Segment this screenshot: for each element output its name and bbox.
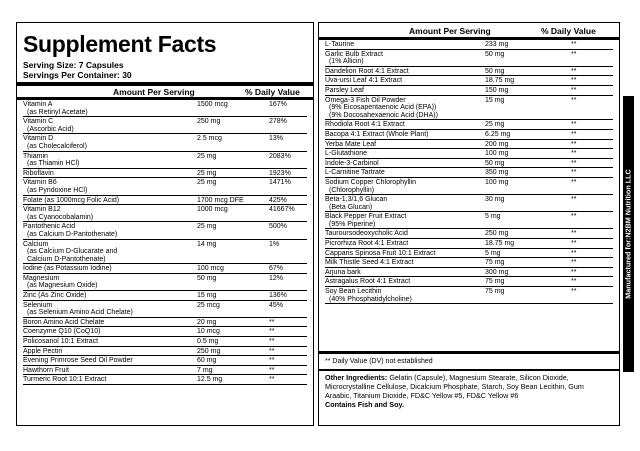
nutrient-amount: 50 mg <box>197 274 217 282</box>
nutrient-name-text: Omega-3 Fish Oil Powder <box>325 96 406 104</box>
nutrient-daily-value: ** <box>571 86 577 94</box>
nutrient-amount: 5 mg <box>485 249 501 257</box>
nutrient-name <box>23 265 112 273</box>
nutrient-name <box>325 141 376 149</box>
nutrient-daily-value: ** <box>269 347 275 355</box>
nutrient-name <box>23 118 74 133</box>
nutrient-source: (as Calcium D-Glucarate and <box>27 248 118 256</box>
nutrient-daily-value: ** <box>571 96 577 104</box>
nutrient-amount: 5 mg <box>485 213 501 221</box>
nutrient-name <box>325 87 364 95</box>
serving-size: Serving Size: 7 Capsules <box>23 60 124 70</box>
ingredients-divider <box>319 369 619 371</box>
nutrient-amount: 15 mg <box>197 292 217 300</box>
nutrient-amount: 30 mg <box>485 196 505 204</box>
nutrient-name <box>325 68 409 76</box>
nutrient-amount: 20 mg <box>197 318 217 326</box>
nutrient-name <box>23 338 98 346</box>
nutrient-name <box>325 240 408 248</box>
nutrient-daily-value: ** <box>571 159 577 167</box>
nutrient-name-text: Vitamin B6 <box>23 179 57 187</box>
nutrient-amount: 10 mcg <box>197 328 220 336</box>
nutrient-name <box>23 357 133 365</box>
nutrient-daily-value: ** <box>571 41 577 48</box>
nutrient-daily-value: ** <box>269 376 275 384</box>
nutrient-name <box>23 302 133 317</box>
nutrient-row <box>23 356 307 366</box>
nutrient-source: (1% Allicin) <box>329 58 364 66</box>
nutrient-name-text: Capparis Spinosa Fruit 10:1 Extract <box>325 249 436 257</box>
nutrient-row <box>325 140 613 150</box>
nutrient-amount: 6.25 mg <box>485 130 511 138</box>
nutrient-name <box>325 213 406 228</box>
nutrient-daily-value: ** <box>571 150 577 158</box>
nutrient-name-text: Astragalus Root 4:1 Extract <box>325 278 411 286</box>
nutrient-daily-value: 1923% <box>269 169 291 177</box>
nutrient-name <box>325 288 412 303</box>
nutrient-daily-value: ** <box>571 259 577 267</box>
manufacturer-text: Manufactured for:N2BM Nutrition LLC <box>623 169 633 299</box>
nutrient-source: (as Pyridoxine HCl) <box>27 186 88 194</box>
nutrient-row <box>325 130 613 140</box>
nutrient-name-text: Folate (as 1000mcg Folic Acid) <box>23 196 120 204</box>
nutrient-daily-value: 45% <box>269 301 284 309</box>
nutrient-row <box>325 50 613 67</box>
nutrient-amount: 18.75 mg <box>485 77 515 85</box>
nutrient-amount: 200 mg <box>485 140 509 148</box>
nutrient-name <box>23 319 104 327</box>
nutrient-name <box>325 259 414 267</box>
nutrient-name <box>325 269 361 277</box>
nutrient-name-text: L-Glutathione <box>325 150 368 158</box>
nutrient-source: (95% Piperine) <box>329 220 376 228</box>
nutrient-amount: 1700 mcg DFE <box>197 196 244 204</box>
nutrient-list-left <box>23 100 307 385</box>
nutrient-daily-value: ** <box>571 169 577 177</box>
nutrient-name <box>23 376 106 384</box>
nutrient-daily-value: 13% <box>269 135 284 143</box>
other-ingredients-label: Other Ingredients: <box>325 373 388 382</box>
nutrient-row <box>23 366 307 376</box>
nutrient-row <box>325 178 613 195</box>
nutrient-row <box>23 318 307 328</box>
nutrient-row <box>325 67 613 77</box>
nutrient-amount: 233 mg <box>485 41 509 48</box>
nutrient-row <box>325 168 613 178</box>
nutrient-name <box>325 160 379 168</box>
nutrient-source: (Beta Glucan) <box>329 203 373 211</box>
nutrient-source: (Chlorophyllin) <box>329 186 375 194</box>
nutrient-daily-value: ** <box>571 288 577 296</box>
nutrient-source: (as Retinyl Acetate) <box>27 108 88 116</box>
nutrient-amount: 75 mg <box>485 259 505 267</box>
nutrient-row <box>325 212 613 229</box>
nutrient-amount: 60 mg <box>197 357 217 365</box>
nutrient-amount: 250 mg <box>485 230 509 238</box>
nutrient-name-text: Calcium <box>23 240 49 248</box>
nutrient-name-text: L-Carnitine Tartrate <box>325 169 385 177</box>
nutrient-daily-value: ** <box>571 213 577 221</box>
nutrient-source: (9% Eicosapentaenoic Acid (EPA)) <box>329 104 437 112</box>
nutrient-row <box>325 258 613 268</box>
nutrient-source: (9% Docosahexaenoic Acid (DHA)) <box>329 111 438 119</box>
nutrient-row <box>23 100 307 117</box>
nutrient-name-text: Riboflavin <box>23 169 54 177</box>
nutrient-name-text: Pantothenic Acid <box>23 223 76 231</box>
nutrient-name-text: Sodium Copper Chlorophyllin <box>325 178 417 186</box>
nutrient-name <box>23 223 117 238</box>
nutrient-amount: 7 mg <box>197 366 213 374</box>
nutrient-row <box>23 274 307 291</box>
nutrient-name <box>325 41 354 49</box>
nutrient-daily-value: ** <box>269 366 275 374</box>
nutrient-name <box>23 367 69 375</box>
nutrient-name <box>325 97 438 120</box>
nutrient-source: (as Selenium Amino Acid Chelate) <box>27 309 133 317</box>
nutrient-name-text: Garlic Bulb Extract <box>325 50 383 58</box>
nutrient-amount: 14 mg <box>197 240 217 248</box>
nutrient-name-text: Rhodiola Root 4:1 Extract <box>325 121 405 129</box>
nutrient-row <box>325 239 613 249</box>
nutrient-amount: 25 mg <box>197 169 217 177</box>
nutrient-amount: 15 mg <box>485 96 505 104</box>
nutrient-amount: 75 mg <box>485 278 505 286</box>
nutrient-name <box>23 241 117 264</box>
nutrient-source: (40% Phosphatidylcholine) <box>329 295 412 303</box>
nutrient-amount: 150 mg <box>485 86 509 94</box>
nutrient-row <box>23 347 307 357</box>
nutrient-name <box>23 348 62 356</box>
nutrient-name-text: Arjuna bark <box>325 268 361 276</box>
nutrient-amount: 350 mg <box>485 169 509 177</box>
nutrient-daily-value: ** <box>571 278 577 286</box>
nutrient-source: (as Magnesium Oxide) <box>27 282 98 290</box>
nutrient-daily-value: ** <box>571 140 577 148</box>
nutrient-name-text: Uva-ursi Leaf 4:1 Extract <box>325 77 403 85</box>
other-ingredients-text: Gelatin (Capsule), Magnesium Stearate, Silicon Dioxide, Microcrystalline Cellulose, Dicalcium Phosphate, Starch, Soy Bean Lecithin, Gum Araabic, Titanium Dioxide, FD&C Yellow #5, FD&C Yellow #6 <box>325 373 584 400</box>
nutrient-daily-value: ** <box>269 318 275 326</box>
nutrient-amount: 25 mg <box>197 152 217 160</box>
nutrient-name <box>325 230 408 238</box>
daily-value-footnote: ** Daily Value (DV) not established <box>325 358 433 365</box>
nutrient-name <box>23 275 97 290</box>
nutrient-name-text: Iodine (as Potassium Iodine) <box>23 265 112 273</box>
nutrient-name-text: Magnesium <box>23 274 60 282</box>
nutrient-name-text: Hawthorn Fruit <box>23 366 69 374</box>
nutrient-name <box>325 179 416 194</box>
nutrient-name-text: Tauroursodeoxycholic Acid <box>325 230 408 238</box>
nutrient-amount: 1500 mcg <box>197 101 228 108</box>
nutrient-row <box>325 76 613 86</box>
nutrient-daily-value: 167% <box>269 101 287 108</box>
nutrient-row <box>23 196 307 206</box>
nutrient-source: (Ascorbic Acid) <box>27 125 74 133</box>
nutrient-row <box>23 337 307 347</box>
nutrient-name-text: Vitamin D <box>23 135 54 143</box>
thick-divider <box>17 82 313 86</box>
nutrient-row <box>23 205 307 222</box>
nutrient-amount: 25 mg <box>197 179 217 187</box>
nutrient-row <box>23 134 307 151</box>
dv-header: % Daily Value <box>541 26 596 36</box>
nutrient-row <box>325 287 613 304</box>
nutrient-daily-value: ** <box>571 77 577 85</box>
nutrient-daily-value: ** <box>571 230 577 238</box>
nutrient-daily-value: ** <box>269 338 275 346</box>
nutrient-name <box>325 77 402 85</box>
nutrient-row <box>23 264 307 274</box>
nutrient-name <box>325 150 367 158</box>
nutrient-row <box>23 169 307 179</box>
nutrient-name-text: Evening Primrose Seed Oil Powder <box>23 357 133 365</box>
nutrient-row <box>325 277 613 287</box>
nutrient-row <box>325 96 613 121</box>
nutrient-name-text: Boron Amino Acid Chelate <box>23 318 105 326</box>
nutrient-daily-value: 1% <box>269 240 280 248</box>
nutrient-row <box>325 120 613 130</box>
nutrient-daily-value: ** <box>571 240 577 248</box>
nutrient-name-text: Turmeric Root 10:1 Extract <box>23 376 107 384</box>
nutrient-source: (as Thiamin HCl) <box>27 160 80 168</box>
nutrient-row <box>325 249 613 259</box>
nutrient-name <box>325 121 405 129</box>
nutrient-name <box>325 51 383 66</box>
nutrient-amount: 250 mg <box>197 118 221 126</box>
nutrient-row <box>23 240 307 265</box>
nutrient-row <box>23 375 307 385</box>
label-title: Supplement Facts <box>23 31 217 57</box>
nutrient-daily-value: ** <box>571 50 577 58</box>
nutrient-name-text: Bacopa 4:1 Extract (Whole Plant) <box>325 130 429 138</box>
nutrient-amount: 50 mg <box>485 50 505 58</box>
nutrient-daily-value: ** <box>571 67 577 75</box>
nutrient-name-text: Vitamin C <box>23 118 54 126</box>
nutrient-row <box>23 152 307 169</box>
nutrient-name <box>325 196 387 211</box>
other-ingredients <box>325 373 611 409</box>
nutrient-row <box>23 291 307 301</box>
nutrient-row <box>23 327 307 337</box>
nutrient-daily-value: 2083% <box>269 152 291 160</box>
nutrient-daily-value: 278% <box>269 118 287 126</box>
allergen-statement: Contains Fish and Soy. <box>325 400 404 409</box>
nutrient-source: (as Calcium D-Pantothenate) <box>27 230 118 238</box>
nutrient-row <box>23 301 307 318</box>
nutrient-daily-value: 425% <box>269 196 287 204</box>
nutrient-name-text: Milk Thistle Seed 4:1 Extract <box>325 259 414 267</box>
nutrient-amount: 100 mcg <box>197 265 224 273</box>
nutrient-source: Calcium D-Pantothenate) <box>27 255 106 263</box>
nutrient-row <box>325 195 613 212</box>
nutrient-name <box>325 169 385 177</box>
nutrient-name-text: Selenium <box>23 301 53 309</box>
nutrient-row <box>325 149 613 159</box>
nutrient-amount: 100 mg <box>485 178 509 186</box>
nutrient-name <box>325 250 436 258</box>
nutrient-daily-value: ** <box>571 268 577 276</box>
nutrient-name-text: Apple Pectin <box>23 347 63 355</box>
nutrient-name <box>23 206 93 221</box>
supplement-facts-left-panel <box>16 22 314 426</box>
supplement-facts-right-panel <box>318 22 620 426</box>
nutrient-name-text: Beta-1,3/1,6 Glucan <box>325 196 388 204</box>
nutrient-name-text: Black Pepper Fruit Extract <box>325 213 407 221</box>
nutrient-daily-value: ** <box>571 130 577 138</box>
nutrient-row <box>325 40 613 50</box>
nutrient-amount: 50 mg <box>485 159 505 167</box>
nutrient-row <box>325 268 613 278</box>
nutrient-name-text: Thiamin <box>23 152 48 160</box>
nutrient-row <box>23 117 307 134</box>
nutrient-amount: 1000 mcg <box>197 206 228 214</box>
nutrient-name <box>23 101 88 116</box>
nutrient-source: (as Cyanocobalamin) <box>27 213 94 221</box>
nutrient-daily-value: ** <box>269 357 275 365</box>
nutrient-name <box>23 328 100 336</box>
nutrient-amount: 25 mg <box>485 121 505 129</box>
nutrient-amount: 25 mg <box>197 223 217 231</box>
nutrient-name <box>325 278 410 286</box>
nutrient-daily-value: 67% <box>269 265 284 273</box>
nutrient-amount: 100 mg <box>485 150 509 158</box>
nutrient-name <box>23 197 119 205</box>
nutrient-daily-value: ** <box>571 121 577 129</box>
nutrient-name <box>23 170 54 178</box>
amount-header: Amount Per Serving <box>409 26 491 36</box>
nutrient-row <box>325 229 613 239</box>
nutrient-daily-value: 136% <box>269 292 287 300</box>
nutrient-row <box>325 159 613 169</box>
nutrient-name-text: Soy Bean Lecithin <box>325 288 382 296</box>
nutrient-daily-value: 1471% <box>269 179 291 187</box>
nutrient-amount: 2.5 mcg <box>197 135 222 143</box>
nutrient-name-text: Indole-3-Carbinol <box>325 159 379 167</box>
nutrient-list-right <box>325 40 613 304</box>
footnote-divider <box>319 351 619 354</box>
nutrient-name <box>23 292 86 300</box>
nutrient-name-text: Zinc (As Zinc Oxide) <box>23 292 87 300</box>
nutrient-name-text: Dandelion Root 4:1 Extract <box>325 67 409 75</box>
nutrient-name <box>23 135 87 150</box>
dv-header: % Daily Value <box>245 87 300 97</box>
nutrient-name-text: Yerba Mate Leaf <box>325 140 377 148</box>
nutrient-name-text: Coenzyme Q10 (CoQ10) <box>23 328 101 336</box>
nutrient-name <box>23 179 87 194</box>
nutrient-daily-value: ** <box>571 249 577 257</box>
nutrient-name-text: Vitamin A <box>23 101 53 108</box>
nutrient-name-text: Picrorhiza Root 4:1 Extract <box>325 240 409 248</box>
nutrient-name-text: Parsley Leaf <box>325 86 364 94</box>
nutrient-name-text: L-Taurine <box>325 41 355 48</box>
nutrient-name-text: Policosanol 10:1 Extract <box>23 338 99 346</box>
nutrient-amount: 75 mg <box>485 288 505 296</box>
nutrient-daily-value: 500% <box>269 223 287 231</box>
nutrient-daily-value: 41667% <box>269 206 295 214</box>
nutrient-amount: 250 mg <box>197 347 221 355</box>
nutrient-amount: 12.5 mg <box>197 376 223 384</box>
amount-header: Amount Per Serving <box>113 87 195 97</box>
nutrient-name <box>23 153 79 168</box>
nutrient-row <box>23 222 307 239</box>
nutrient-name <box>325 131 429 139</box>
nutrient-daily-value: 12% <box>269 274 284 282</box>
nutrient-amount: 18.75 mg <box>485 240 515 248</box>
nutrient-row <box>23 178 307 195</box>
nutrient-row <box>325 86 613 96</box>
nutrient-daily-value: ** <box>571 196 577 204</box>
nutrient-amount: 25 mcg <box>197 301 220 309</box>
nutrient-daily-value: ** <box>269 328 275 336</box>
nutrient-name-text: Vitamin B12 <box>23 206 61 214</box>
nutrient-amount: 50 mg <box>485 67 505 75</box>
nutrient-amount: 0.5 mg <box>197 338 219 346</box>
nutrient-amount: 300 mg <box>485 268 509 276</box>
servings-per-container: Servings Per Container: 30 <box>23 70 132 80</box>
nutrient-source: (as Cholecalciferol) <box>27 142 87 150</box>
nutrient-daily-value: ** <box>571 178 577 186</box>
